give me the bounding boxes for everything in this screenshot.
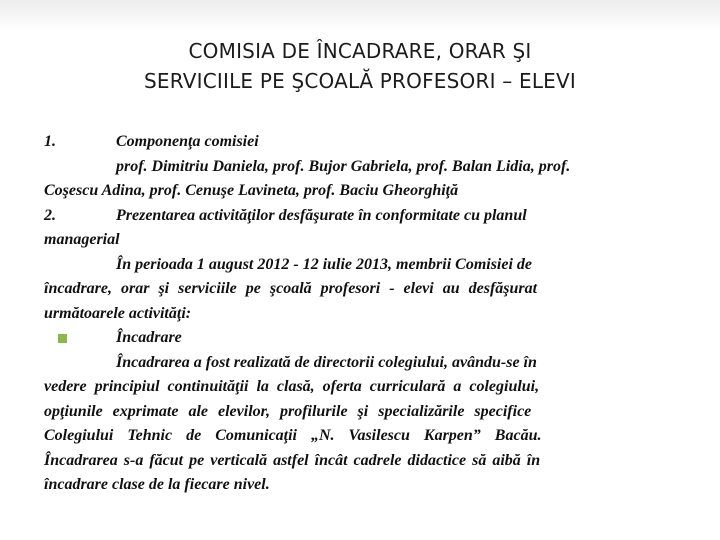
slide-title bbox=[40, 36, 680, 96]
title-line-2: SERVICIILE PE ŞCOALĂ PROFESORI – ELEVI bbox=[144, 69, 576, 93]
section-1-title: Componenţa comisiei bbox=[116, 133, 259, 150]
bullet-item bbox=[44, 326, 672, 351]
section-1-number: 1. bbox=[44, 133, 56, 150]
paragraph-line-4: Colegiului Tehnic de Comunicaţii „N. Vasilescu Karpen” Bacău. bbox=[44, 427, 542, 444]
section-2-heading bbox=[44, 204, 672, 229]
title-line-1: COMISIA DE ÎNCADRARE, ORAR ŞI bbox=[188, 39, 532, 63]
slide-body bbox=[44, 130, 672, 498]
header-band bbox=[0, 0, 720, 30]
paragraph-line-3: opţiunile exprimate ale elevilor, profilurile şi specializările specifice bbox=[44, 402, 532, 420]
period-line-2: încadrare, orar şi serviciile pe şcoală profesori - elevi au desfăşurat bbox=[44, 280, 538, 297]
bullet-label: Încadrare bbox=[116, 329, 182, 346]
section-1-heading bbox=[44, 130, 672, 155]
paragraph-line-2: vedere principiul continuităţii la clasă, oferta curriculară a colegiului, bbox=[44, 378, 540, 395]
paragraph-line-1: Încadrarea a fost realizată de directorii colegiului, avându-se în bbox=[116, 353, 537, 371]
period-line-3: următoarele activităţi: bbox=[44, 304, 192, 322]
period-line-1: În perioada 1 august 2012 - 12 iulie 2013, membrii Comisiei de bbox=[116, 255, 533, 273]
paragraph-line-5: Încadrarea s-a făcut pe verticală astfel încât cadrele didactice să aibă în bbox=[44, 451, 541, 469]
members-line-1: prof. Dimitriu Daniela, prof. Bujor Gabriela, prof. Balan Lidia, prof. bbox=[116, 157, 571, 175]
square-bullet-icon bbox=[58, 334, 67, 343]
section-2-title-cont: managerial bbox=[44, 231, 120, 248]
paragraph-line-6: încadrare clase de la fiecare nivel. bbox=[44, 476, 270, 493]
section-2-number: 2. bbox=[44, 206, 56, 224]
members-line-2: Coşescu Adina, prof. Cenuşe Lavineta, prof. Baciu Gheorghiţă bbox=[44, 182, 459, 199]
section-2-title: Prezentarea activităţilor desfăşurate în conformitate cu planul bbox=[116, 206, 527, 224]
